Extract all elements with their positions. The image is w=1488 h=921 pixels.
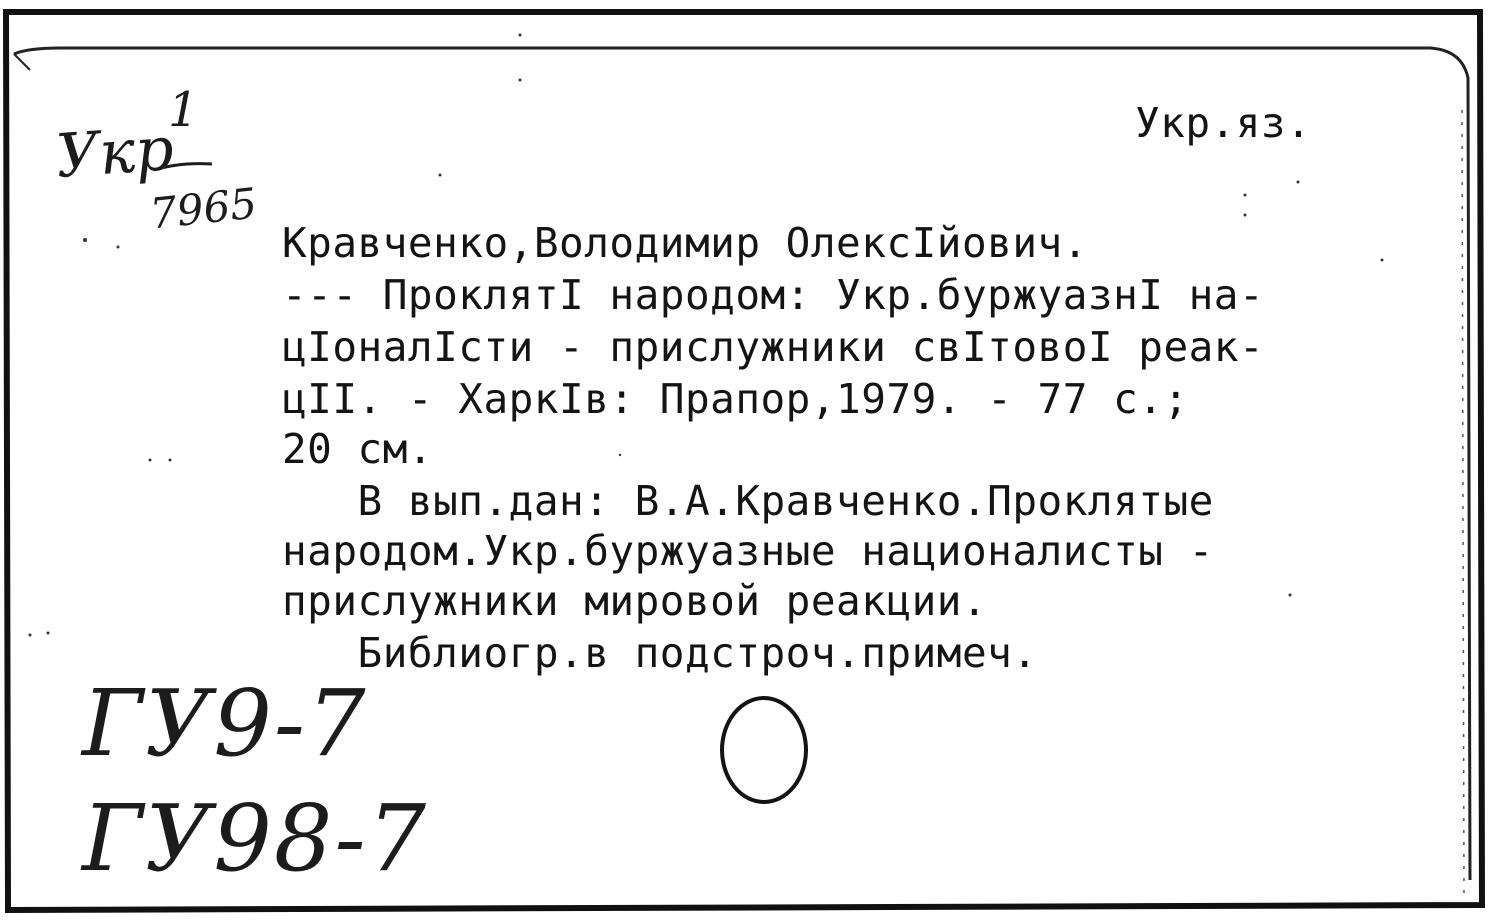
shelfmark-year: 7965: [147, 178, 260, 239]
shelfmark-lower: Укр: [53, 113, 176, 193]
record-line-imprint: цII. - ХаркIв: Прапор,1979. - 77 с.;: [282, 375, 1189, 423]
record-line-bibliography: Библиогр.в подстроч.примеч.: [282, 629, 1038, 677]
record-line-title: --- ПроклятI народом: Укр.буржуазнI на-: [282, 271, 1265, 319]
record-line-size: 20 см.: [282, 425, 434, 473]
record-line-note-1: В вып.дан: В.А.Кравченко.Проклятые: [282, 477, 1214, 525]
record-line-note-2: народом.Укр.буржуазные националисты -: [282, 527, 1214, 575]
handwritten-code-1: ГУ9-7: [82, 670, 368, 777]
handwritten-code-2: ГУ98-7: [82, 785, 429, 892]
record-line-title-cont: цIоналIсти - прислужники свIтовоI реак-: [282, 323, 1265, 371]
shelfmark-fraction-line: [150, 150, 220, 180]
record-line-author: Кравченко,Володимир ОлексIйович.: [282, 219, 1088, 267]
subject-label: Укр.яз.: [1135, 99, 1312, 147]
shelfmark-upper: 1: [168, 82, 199, 138]
punch-hole-icon: [712, 690, 822, 820]
record-line-note-3: прислужники мировой реакции.: [282, 577, 988, 625]
